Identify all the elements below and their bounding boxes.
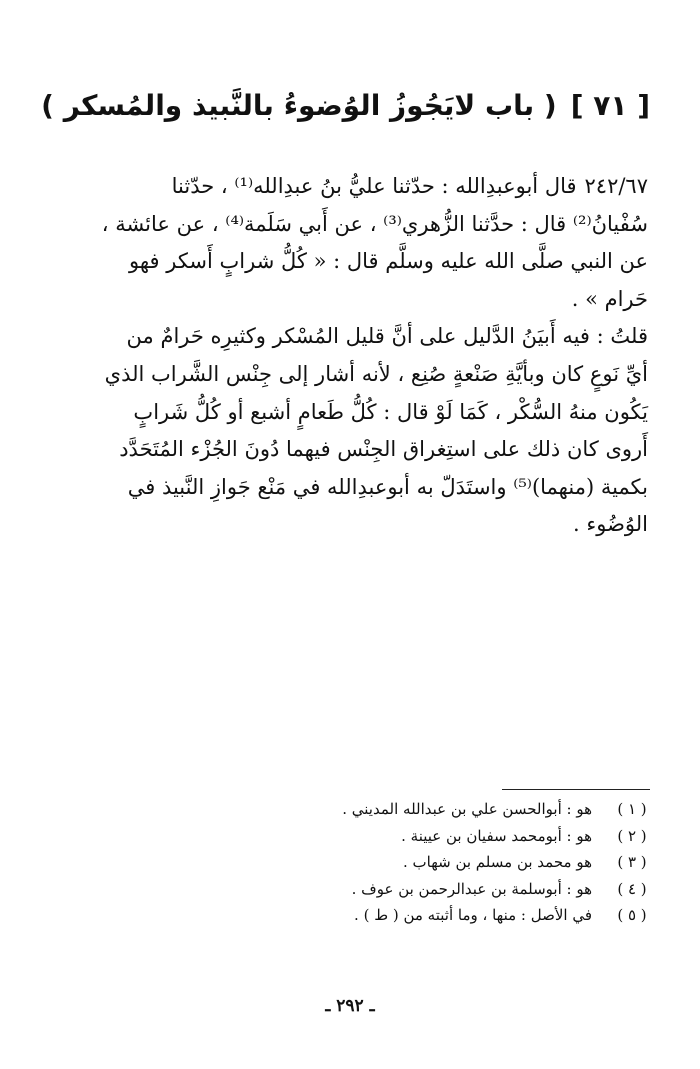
paragraph-2-text: قلتُ : فيه أَبيَنُ الدَّليل على أنَّ قليل المُسْكر وكثيرِه حَرامٌ من أيِّ نَوعٍ كان وبأيَّةِ صَنْعةٍ صُنِع ، لأنه أشار إلى جِنْس الشَّراب الذي يَكُون منهُ السُّكْر ، كَمَا لَوْ قال : كُلُّ طَعامٍ أشبع أو كُلُّ شَرابٍ أَروى كان ذلك على استِغراق الجِنْس فيهما دُونَ الجُزْء المُتَحَدَّد بكمية (منهما)⁽⁵⁾ واستَدَلّ به أبوعبدِالله في مَنْع جَوازِ النَّبيذ في الوُضُوء .	[104, 324, 648, 537]
footnote-item	[300, 849, 652, 876]
footnote-number: ( ٤ )	[617, 879, 647, 898]
footnote-text: هو محمد بن مسلم بن شهاب .	[402, 853, 592, 872]
footnote-item	[300, 876, 652, 903]
footnote-number: ( ٢ )	[617, 826, 647, 845]
commentary-paragraph	[100, 318, 648, 544]
hadith-number: ٢٤٢/٦٧	[584, 174, 648, 198]
footnotes	[300, 796, 652, 929]
footnote-text: في الأصل : منها ، وما أثبته من ( ط ) .	[354, 906, 592, 925]
footnote-item	[300, 823, 652, 850]
footnote-divider	[502, 789, 650, 790]
footnote-number: ( ٥ )	[617, 906, 647, 925]
footnote-item	[300, 902, 652, 929]
footnote-text: هو : أبومحمد سفيان بن عيينة .	[401, 826, 592, 845]
chapter-number: [ ٧١ ]	[570, 89, 650, 122]
footnote-text: هو : أبوسلمة بن عبدالرحمن بن عوف .	[351, 879, 592, 898]
paragraph-1-text: قال أبوعبدِالله : حدّثنا عليُّ بنُ عبدِالله⁽¹⁾ ، حدّثنا سُفْيانُ⁽²⁾ قال : حدَّثنا الزُّهري⁽³⁾ ، عن أَبي سَلَمة⁽⁴⁾ ، عن عائشة ، عن النبي صلَّى الله عليه وسلَّم قال : « كُلُّ شرابٍ أَسكر فهو حَرام » .	[101, 174, 648, 311]
body-text	[100, 168, 648, 544]
page-number: ـ ٢٩٢ ـ	[325, 996, 375, 1016]
footnote-item	[300, 796, 652, 823]
footnote-text: هو : أبوالحسن علي بن عبدالله المديني .	[342, 800, 592, 819]
chapter-heading	[41, 84, 650, 128]
footnote-number: ( ١ )	[617, 800, 647, 819]
footnote-number: ( ٣ )	[617, 853, 647, 872]
hadith-paragraph	[100, 168, 648, 318]
chapter-title: ( باب لايَجُوزُ الوُضوءُ بالنَّبيذ والمُسكر )	[41, 89, 557, 122]
